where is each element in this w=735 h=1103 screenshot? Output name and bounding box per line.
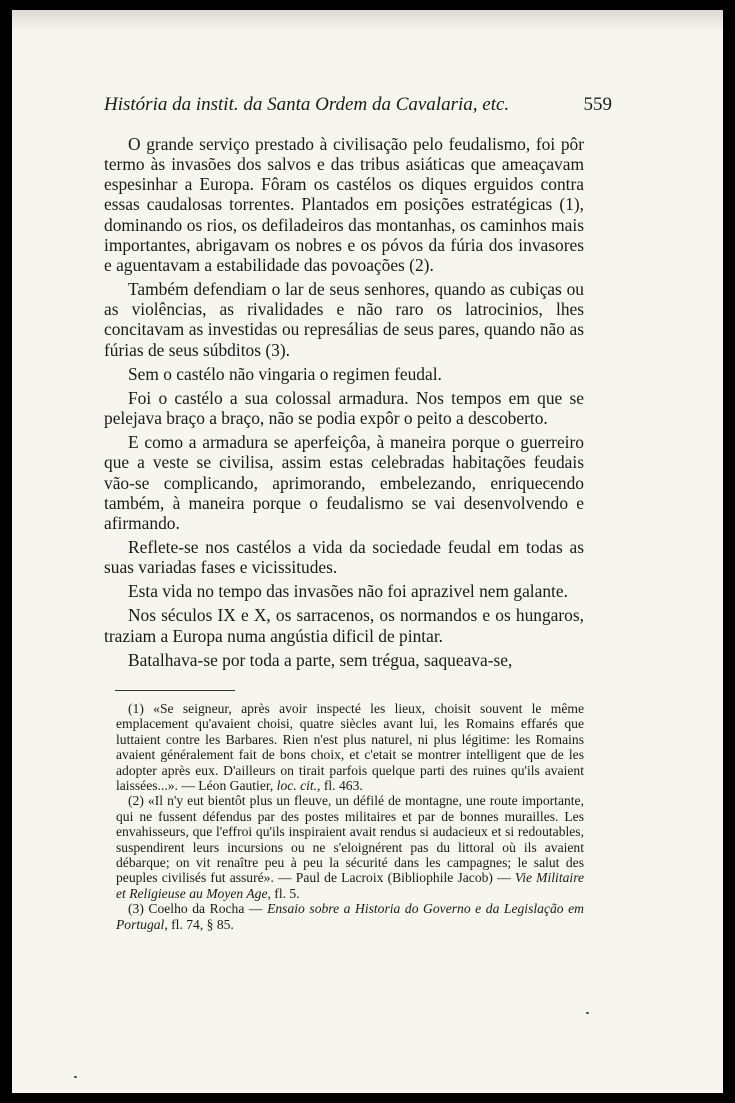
footnotes xyxy=(116,701,584,932)
paragraph: Batalhava-se por toda a parte, sem trégua, saqueava-se, xyxy=(128,649,513,670)
paragraph: Sem o castélo não vingaria o regimen feudal. xyxy=(128,363,442,384)
footnote-page: fl. 74, § 85. xyxy=(171,916,234,932)
paragraph: Nos séculos IX e X, os sarracenos, os normandos e os hungaros, traziam a Europa numa angústia dificil de pintar. xyxy=(104,605,584,646)
paragraph: O grande serviço prestado à civilisação pelo feudalismo, foi pôr termo às invasões dos salvos e das tribus asiáticas que ameaçavam espesinhar a Europa. Fôram os castélos os diques erguidos contra essas caudalosas torrentes. Plantados em posições estratégicas (1), dominando os rios, os defiladeiros das montanhas, os caminhos mais importantes, abrigavam os nobres e os póvos da fúria dos invasores e aguentavam a estabilidade das povoações (2). xyxy=(104,134,584,275)
footnote-page: fl. 463. xyxy=(323,778,363,794)
page-header xyxy=(104,94,612,116)
footnote-text: (2) «Il n'y eut bientôt plus un fleuve, un défilé de montagne, une route importante, qui ne fussent défendus par des postes militaires et par de bonnes murailles. Les envahisseurs, que l'effroi qu'ils inspiraient avait rendus si audacieux et si redoutables, suspendirent leurs incursions ou ne s'eloignérent pas du littoral où ils avaient débarque; on vit renaître peu à peu la sécurité dans les campagnes; le salut des peuples civilisés fut assuré». — Paul de Lacroix (Bibliophile Jacob) — xyxy=(116,793,584,886)
footnote-work-title: Vie Militaire et Religieuse au Moyen Age, xyxy=(116,870,585,901)
footnote-work-title: Ensaio sobre a Historia do Governo e da Legislação em Portugal, xyxy=(116,901,584,932)
footnote-3 xyxy=(116,901,584,932)
footnote-text: (1) «Se seigneur, après avoir inspecté les lieux, choisit souvent le même emplacement qu'avaient choisi, quatre siècles avant lui, les Romains effarés que luttaient contre les Barbares. Rien n'est plus naturel, ni plus légitime: les Romains avaient généralement fait de bons choix, et c'etait se montrer intelligent que de les adopter après eux. D'ailleurs on tirait parfois quelque parti des ruines qu'ils avaient laissées...». — Léon Gautier, xyxy=(116,701,584,794)
scan-speck xyxy=(74,1076,77,1078)
footnote-page: fl. 5. xyxy=(274,885,300,901)
footnote-divider xyxy=(115,690,235,691)
footnote-1 xyxy=(116,701,584,793)
footnote-2 xyxy=(116,793,584,901)
paragraph: E como a armadura se aperfeiçôa, à maneira porque o guerreiro que a veste se civilisa, assim estas celebradas habitações feudais vão-se complicando, aprimorando, embelezando, enriquecendo também, à maneira porque o feudalismo se vai desenvolvendo e afirmando. xyxy=(104,432,584,533)
paragraph: Também defendiam o lar de seus senhores, quando as cubiças ou as violências, as rivalidades e não raro os latrocinios, lhes concitavam as investidas ou represálias de seus pares, quando não as fúrias de seus súbditos (3). xyxy=(104,279,584,360)
paragraph: Foi o castélo a sua colossal armadura. Nos tempos em que se pelejava braço a braço, não se podia expôr o peito a descoberto. xyxy=(104,387,584,429)
body-text xyxy=(104,134,584,674)
page-number: 559 xyxy=(583,94,612,115)
paragraph: Reflete-se nos castélos a vida da sociedade feudal em todas as suas variadas fases e vicissitudes. xyxy=(104,536,584,578)
paragraph: Esta vida no tempo das invasões não foi aprazivel nem galante. xyxy=(128,581,568,602)
book-page xyxy=(12,10,723,1093)
scan-speck xyxy=(586,1012,589,1014)
running-title: História da instit. da Santa Ordem da Cavalaria, etc. xyxy=(104,94,510,115)
footnote-citation: loc. cit., xyxy=(276,778,321,794)
footnote-text: (3) Coelho da Rocha — xyxy=(128,901,263,917)
